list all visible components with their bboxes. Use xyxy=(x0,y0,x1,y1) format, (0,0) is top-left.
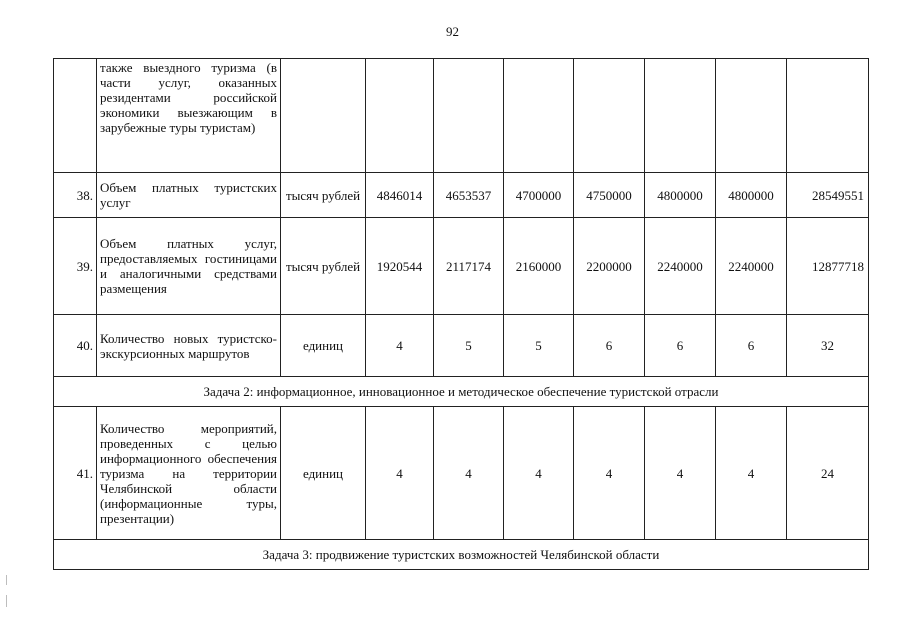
value-cell xyxy=(787,59,869,173)
indicator-name-cell: Объем платных услуг, предоставляемых гостиницами и аналогичными средствами размещения xyxy=(97,218,281,315)
value-cell: 2117174 xyxy=(434,218,504,315)
value-cell: 4800000 xyxy=(716,173,787,218)
row-number-cell xyxy=(54,59,97,173)
value-cell: 4750000 xyxy=(574,173,645,218)
unit-cell: единиц xyxy=(281,315,366,377)
value-cell: 4 xyxy=(645,407,716,540)
indicator-name-cell: Количество мероприятий, проведенных с целью информационного обеспечения туризма на территории Челябинской области (информационные туры, презентации) xyxy=(97,407,281,540)
value-cell: 2160000 xyxy=(504,218,574,315)
table-row-continuation xyxy=(54,59,869,173)
value-cell: 4 xyxy=(716,407,787,540)
value-cell: 6 xyxy=(645,315,716,377)
unit-cell: тысяч рублей xyxy=(281,173,366,218)
total-value-cell: 12877718 xyxy=(787,218,869,315)
row-number-cell: 38. xyxy=(54,173,97,218)
unit-cell: тысяч рублей xyxy=(281,218,366,315)
value-cell xyxy=(645,59,716,173)
row-number-cell: 41. xyxy=(54,407,97,540)
value-cell: 4 xyxy=(366,407,434,540)
value-cell: 5 xyxy=(504,315,574,377)
table-row xyxy=(54,407,869,540)
value-cell: 4800000 xyxy=(645,173,716,218)
value-cell: 4 xyxy=(504,407,574,540)
row-number-cell: 40. xyxy=(54,315,97,377)
indicator-table xyxy=(53,58,869,570)
scan-artifact-line xyxy=(6,575,7,585)
value-cell: 6 xyxy=(716,315,787,377)
value-cell: 4 xyxy=(366,315,434,377)
scan-artifact-line xyxy=(6,595,7,607)
value-cell xyxy=(434,59,504,173)
total-value-cell: 28549551 xyxy=(787,173,869,218)
indicator-name-cell: также выездного туризма (в части услуг, оказанных резидентами российской экономики выезжающим в зарубежные туры туристам) xyxy=(97,59,281,173)
value-cell: 6 xyxy=(574,315,645,377)
total-value-cell: 32 xyxy=(787,315,869,377)
value-cell: 4846014 xyxy=(366,173,434,218)
task-row xyxy=(54,540,869,570)
unit-cell: единиц xyxy=(281,407,366,540)
value-cell xyxy=(366,59,434,173)
value-cell xyxy=(716,59,787,173)
table-row xyxy=(54,315,869,377)
value-cell: 4700000 xyxy=(504,173,574,218)
value-cell: 2240000 xyxy=(716,218,787,315)
value-cell: 1920544 xyxy=(366,218,434,315)
unit-cell xyxy=(281,59,366,173)
total-value-cell: 24 xyxy=(787,407,869,540)
table-row xyxy=(54,173,869,218)
value-cell: 5 xyxy=(434,315,504,377)
indicator-name-cell: Объем платных туристских услуг xyxy=(97,173,281,218)
value-cell: 4 xyxy=(574,407,645,540)
value-cell xyxy=(574,59,645,173)
value-cell xyxy=(504,59,574,173)
page-number: 92 xyxy=(446,24,459,39)
indicator-name-cell: Количество новых туристско-экскурсионных маршрутов xyxy=(97,315,281,377)
task-heading: Задача 2: информационное, инновационное и методическое обеспечение туристской отрасли xyxy=(54,377,869,407)
value-cell: 2200000 xyxy=(574,218,645,315)
value-cell: 4653537 xyxy=(434,173,504,218)
task-row xyxy=(54,377,869,407)
table-row xyxy=(54,218,869,315)
task-heading: Задача 3: продвижение туристских возможностей Челябинской области xyxy=(54,540,869,570)
value-cell: 2240000 xyxy=(645,218,716,315)
value-cell: 4 xyxy=(434,407,504,540)
row-number-cell: 39. xyxy=(54,218,97,315)
